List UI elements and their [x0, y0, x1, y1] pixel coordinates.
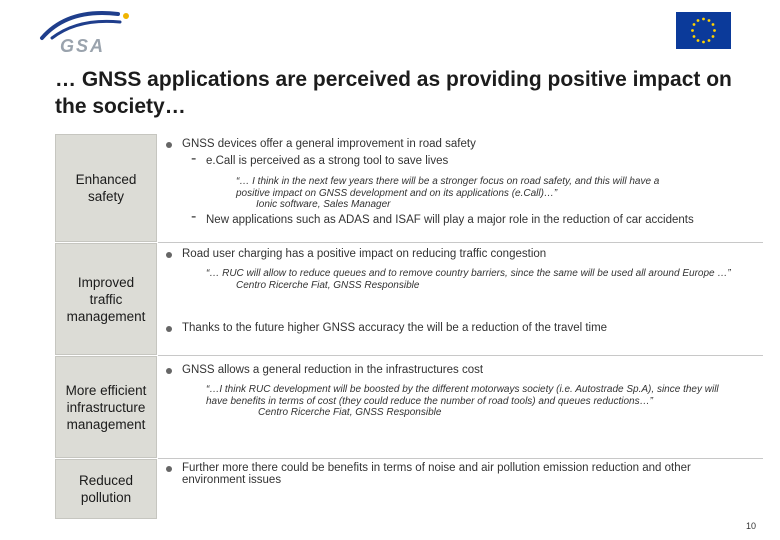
bullet-dot-icon — [166, 142, 172, 148]
section-label-traffic — [55, 243, 157, 355]
bullet-pollution — [166, 462, 726, 486]
page-number: 10 — [746, 521, 757, 531]
bullet-dot-icon — [166, 466, 172, 472]
bullet-dot-icon — [166, 326, 172, 332]
quote-infrastructure: “…I think RUC development will be boosted by the different motorways society (i.e. Autostrade Sp.A), since they will have benefits in terms of cost (they could reduce the number of road tools) and queues reductions…” Centro Ricerche Fiat, GNSS Responsible — [206, 384, 719, 418]
section-label-text: Enhanced safety — [75, 172, 137, 204]
dash-icon: - — [191, 208, 197, 225]
bullet-text: Road user charging has a positive impact on reducing traffic congestion — [182, 248, 547, 260]
bullet-text: Further more there could be benefits in terms of noise and air pollution emission reduction and other environment issues — [182, 462, 691, 486]
quote-source: Centro Ricerche Fiat, GNSS Responsible — [258, 407, 442, 418]
sub-bullet-adas — [206, 214, 694, 226]
section-label-text: Reduced pollution — [78, 473, 134, 505]
sub-bullet-text: e.Call is perceived as a strong tool to save lives — [206, 155, 449, 167]
quote-safety: “… I think in the next few years there will be a stronger focus on road safety, and this will have a positive impact on GNSS development and on its applications (e.Call)…” Ionic software, Sales Manager — [236, 176, 660, 210]
bullet-dot-icon — [166, 368, 172, 374]
section-label-text: Improved traffic management — [66, 274, 146, 324]
eu-flag-icon — [676, 12, 731, 49]
bullet-ruc — [166, 248, 546, 260]
section-label-enhanced-safety — [55, 134, 157, 242]
divider — [158, 355, 763, 356]
quote-source: Ionic software, Sales Manager — [256, 199, 391, 210]
bullet-text: GNSS allows a general reduction in the infrastructures cost — [182, 364, 484, 376]
divider — [158, 242, 763, 243]
sub-bullet-text: New applications such as ADAS and ISAF will play a major role in the reduction of car accidents — [206, 214, 694, 226]
section-label-pollution — [55, 459, 157, 519]
slide-title: … GNSS applications are perceived as providing positive impact on the society… — [55, 68, 732, 118]
bullet-text: GNSS devices offer a general improvement in road safety — [182, 138, 476, 150]
sub-bullet-ecall — [206, 155, 448, 167]
quote-source: Centro Ricerche Fiat, GNSS Responsible — [236, 279, 420, 291]
section-label-text: More efficient infrastructure management — [65, 382, 147, 432]
bullet-safety — [166, 138, 476, 150]
bullet-infrastructure — [166, 364, 483, 376]
section-label-infrastructure — [55, 356, 157, 458]
quote-traffic: “… RUC will allow to reduce queues and to remove country barriers, since the same will be used all around Europe …” Centro Ricerche Fiat, GNSS Responsible — [206, 268, 731, 291]
divider — [158, 458, 763, 459]
logo-text: GSA — [60, 36, 106, 56]
dash-icon: - — [191, 150, 197, 167]
bullet-text: Thanks to the future higher GNSS accuracy the will be a reduction of the travel time — [182, 322, 608, 334]
bullet-travel-time — [166, 322, 607, 334]
bullet-dot-icon — [166, 252, 172, 258]
